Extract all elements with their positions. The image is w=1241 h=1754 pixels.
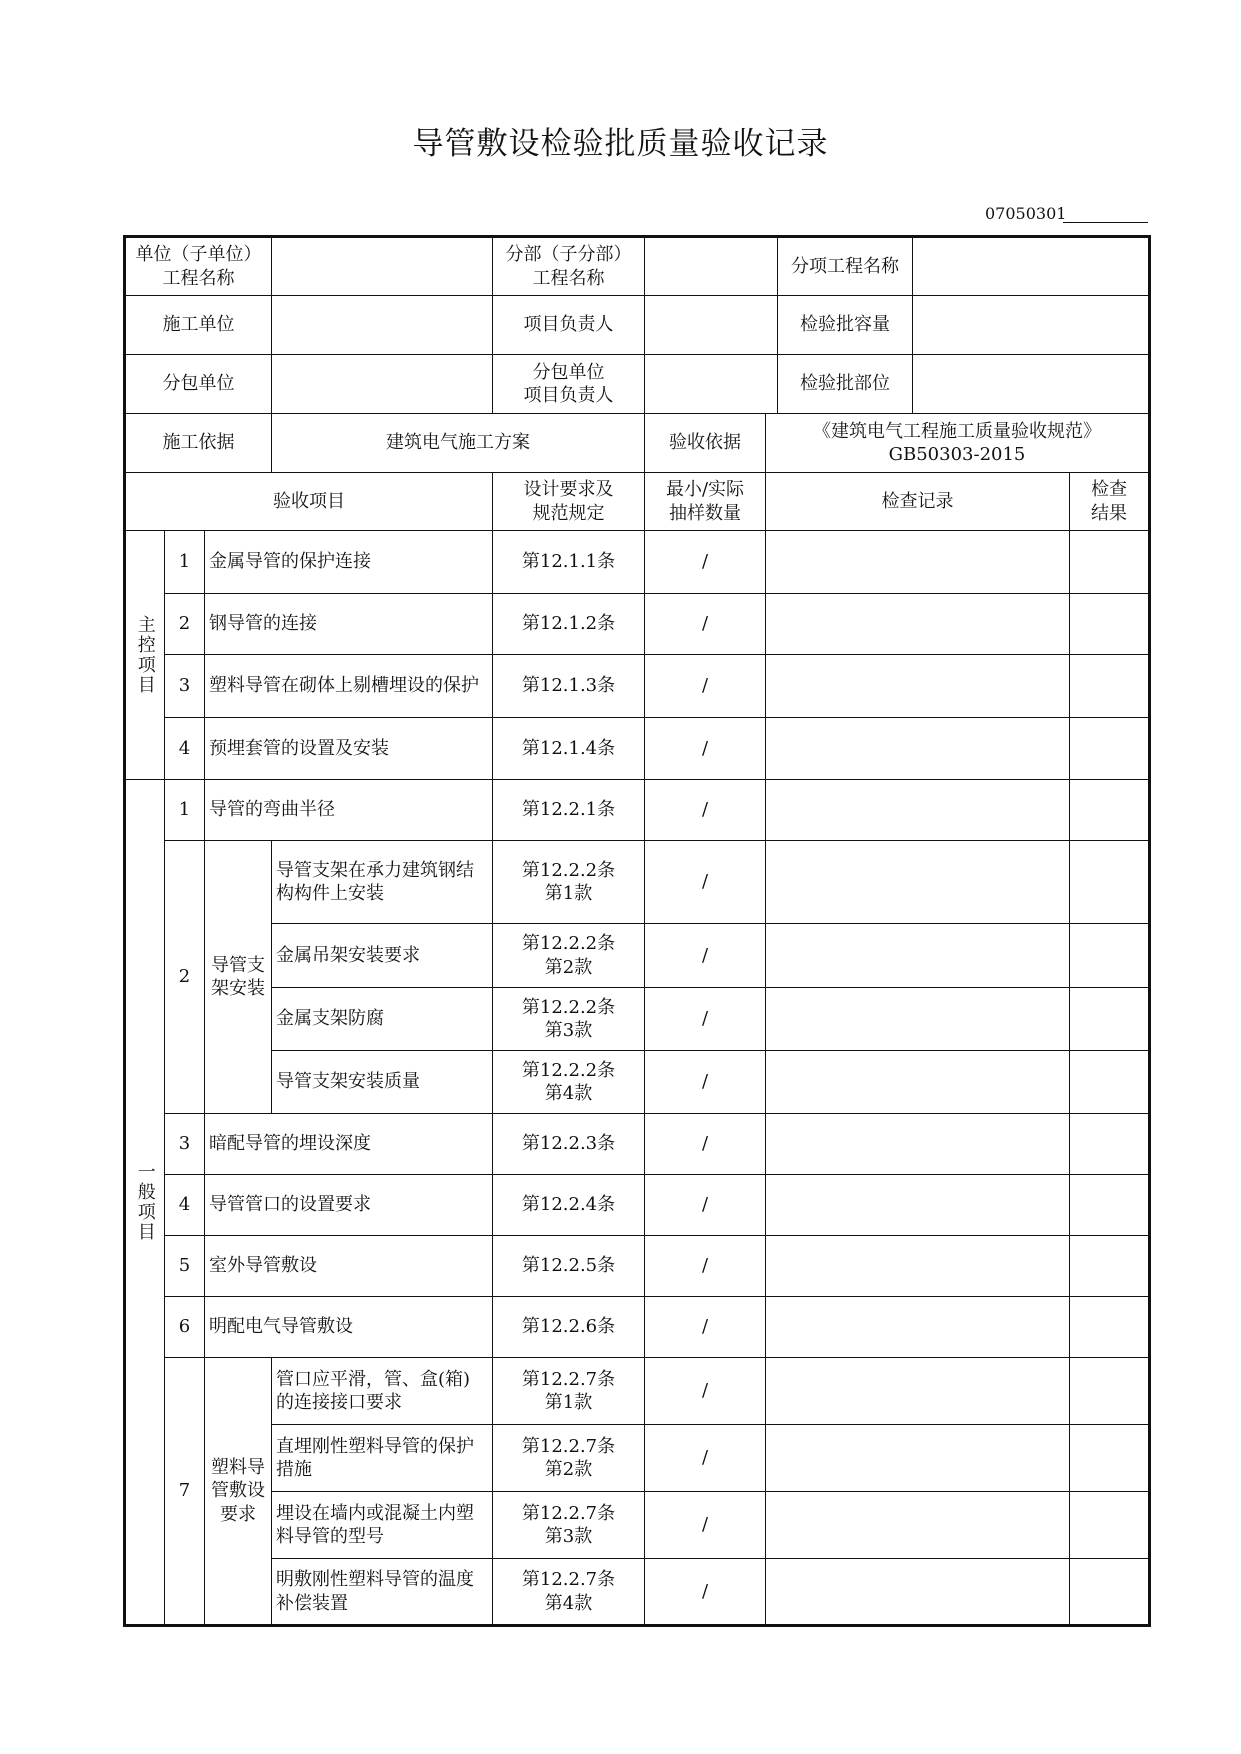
contractor-value[interactable]	[272, 296, 493, 355]
item-record[interactable]	[766, 1236, 1070, 1297]
item-result[interactable]	[1070, 1559, 1150, 1626]
item-clause: 第12.2.7条 第1款	[493, 1358, 645, 1425]
sub-item-name: 明敷刚性塑料导管的温度补偿装置	[272, 1559, 493, 1626]
construction-basis-value[interactable]: 建筑电气施工方案	[272, 414, 645, 473]
sub-item-name: 导管支架在承力建筑钢结构构件上安装	[272, 841, 493, 924]
item-name: 明配电气导管敷设	[205, 1297, 493, 1358]
item-clause: 第12.2.2条 第3款	[493, 988, 645, 1051]
item-sample[interactable]: /	[645, 780, 766, 841]
item-name: 塑料导管在砌体上剔槽埋设的保护	[205, 655, 493, 718]
item-name: 暗配导管的埋设深度	[205, 1114, 493, 1175]
sub-item-name: 导管支架安装质量	[272, 1051, 493, 1114]
table-row	[125, 1297, 1150, 1358]
item-result[interactable]	[1070, 1236, 1150, 1297]
general-group-label: 一般项目	[125, 780, 165, 1626]
item-record[interactable]	[766, 780, 1070, 841]
table-row	[125, 924, 1150, 988]
sub-item-name: 金属支架防腐	[272, 988, 493, 1051]
item-clause: 第12.2.7条 第2款	[493, 1425, 645, 1492]
sub-item-name: 管口应平滑，管、盒(箱)的连接接口要求	[272, 1358, 493, 1425]
item-no: 1	[165, 531, 205, 594]
table-row	[125, 780, 1150, 841]
item-record[interactable]	[766, 924, 1070, 988]
item-result[interactable]	[1070, 841, 1150, 924]
item-record[interactable]	[766, 1425, 1070, 1492]
pm-label: 项目负责人	[493, 296, 645, 355]
item-record[interactable]	[766, 1114, 1070, 1175]
item-record[interactable]	[766, 718, 1070, 780]
item-sample[interactable]: /	[645, 924, 766, 988]
subitem-value[interactable]	[913, 237, 1150, 296]
item-clause: 第12.2.3条	[493, 1114, 645, 1175]
item-record[interactable]	[766, 1358, 1070, 1425]
item-no: 4	[165, 1175, 205, 1236]
item-clause: 第12.2.5条	[493, 1236, 645, 1297]
item-sample[interactable]: /	[645, 1114, 766, 1175]
item-name: 金属导管的保护连接	[205, 531, 493, 594]
main-group-label: 主控项目	[125, 531, 165, 780]
item-result[interactable]	[1070, 1492, 1150, 1559]
unit-name-value[interactable]	[272, 237, 493, 296]
item-clause: 第12.2.2条 第1款	[493, 841, 645, 924]
contractor-label: 施工单位	[125, 296, 272, 355]
item-result[interactable]	[1070, 1175, 1150, 1236]
item-record[interactable]	[766, 594, 1070, 655]
item-clause: 第12.2.2条 第4款	[493, 1051, 645, 1114]
item-clause: 第12.2.4条	[493, 1175, 645, 1236]
item-name: 导管管口的设置要求	[205, 1175, 493, 1236]
item-clause: 第12.2.2条 第2款	[493, 924, 645, 988]
sub-item-name: 直埋刚性塑料导管的保护措施	[272, 1425, 493, 1492]
item-result[interactable]	[1070, 1114, 1150, 1175]
item-no: 2	[165, 841, 205, 1114]
item-record[interactable]	[766, 1297, 1070, 1358]
item-result[interactable]	[1070, 924, 1150, 988]
item-no: 6	[165, 1297, 205, 1358]
item-name: 预埋套管的设置及安装	[205, 718, 493, 780]
table-row	[125, 841, 1150, 924]
item-result[interactable]	[1070, 655, 1150, 718]
batch-capacity-label: 检验批容量	[778, 296, 913, 355]
item-sample[interactable]: /	[645, 1236, 766, 1297]
item-clause: 第12.1.3条	[493, 655, 645, 718]
item-record[interactable]	[766, 841, 1070, 924]
item-name: 室外导管敷设	[205, 1236, 493, 1297]
item-sample[interactable]: /	[645, 988, 766, 1051]
item-no: 4	[165, 718, 205, 780]
item-sample[interactable]: /	[645, 655, 766, 718]
item-record[interactable]	[766, 1559, 1070, 1626]
form-number: 07050301	[985, 204, 1067, 223]
table-row	[125, 1425, 1150, 1492]
acceptance-basis-label: 验收依据	[645, 414, 766, 473]
item-result[interactable]	[1070, 1358, 1150, 1425]
item-result[interactable]	[1070, 594, 1150, 655]
item-no: 3	[165, 1114, 205, 1175]
item-clause: 第12.2.7条 第4款	[493, 1559, 645, 1626]
item-clause: 第12.2.7条 第3款	[493, 1492, 645, 1559]
table-row	[125, 988, 1150, 1051]
table-row	[125, 718, 1150, 780]
item-result[interactable]	[1070, 988, 1150, 1051]
table-row	[125, 1114, 1150, 1175]
table-row	[125, 1236, 1150, 1297]
table-row	[125, 1492, 1150, 1559]
item-no: 7	[165, 1358, 205, 1626]
pm-value[interactable]	[645, 296, 778, 355]
item-sample[interactable]: /	[645, 718, 766, 780]
item-clause: 第12.1.1条	[493, 531, 645, 594]
batch-location-value[interactable]	[913, 355, 1150, 414]
item-record[interactable]	[766, 531, 1070, 594]
item-group-name: 塑料导管敷设要求	[205, 1358, 272, 1626]
item-sample[interactable]: /	[645, 1297, 766, 1358]
batch-location-label: 检验批部位	[778, 355, 913, 414]
item-result[interactable]	[1070, 718, 1150, 780]
table-row	[125, 531, 1150, 594]
subcontractor-label: 分包单位	[125, 355, 272, 414]
table-row	[125, 1559, 1150, 1626]
item-record[interactable]	[766, 1051, 1070, 1114]
item-result[interactable]	[1070, 1051, 1150, 1114]
col-requirement-header: 设计要求及 规范规定	[493, 473, 645, 531]
item-result[interactable]	[1070, 1425, 1150, 1492]
item-no: 3	[165, 655, 205, 718]
item-clause: 第12.1.2条	[493, 594, 645, 655]
form-number-blank-line	[1063, 222, 1148, 223]
item-group-name: 导管支架安装	[205, 841, 272, 1114]
sub-item-name: 埋设在墙内或混凝土内塑料导管的型号	[272, 1492, 493, 1559]
col-item-header: 验收项目	[125, 473, 493, 531]
sub-pm-label: 分包单位 项目负责人	[493, 355, 645, 414]
item-record[interactable]	[766, 1492, 1070, 1559]
division-label: 分部（子分部） 工程名称	[493, 237, 645, 296]
acceptance-basis-value: 《建筑电气工程施工质量验收规范》 GB50303-2015	[766, 414, 1150, 473]
item-clause: 第12.2.6条	[493, 1297, 645, 1358]
item-clause: 第12.1.4条	[493, 718, 645, 780]
item-result[interactable]	[1070, 780, 1150, 841]
table-row	[125, 1175, 1150, 1236]
batch-capacity-value[interactable]	[913, 296, 1150, 355]
subitem-label: 分项工程名称	[778, 237, 913, 296]
item-sample[interactable]: /	[645, 1425, 766, 1492]
item-record[interactable]	[766, 655, 1070, 718]
item-sample[interactable]: /	[645, 1175, 766, 1236]
item-no: 5	[165, 1236, 205, 1297]
item-name: 钢导管的连接	[205, 594, 493, 655]
item-sample[interactable]: /	[645, 1358, 766, 1425]
item-result[interactable]	[1070, 1297, 1150, 1358]
sub-item-name: 金属吊架安装要求	[272, 924, 493, 988]
col-record-header: 检查记录	[766, 473, 1070, 531]
table-row	[125, 1358, 1150, 1425]
item-result[interactable]	[1070, 531, 1150, 594]
item-sample[interactable]: /	[645, 1051, 766, 1114]
item-sample[interactable]: /	[645, 531, 766, 594]
col-result-header: 检查 结果	[1070, 473, 1150, 531]
table-row	[125, 594, 1150, 655]
item-record[interactable]	[766, 988, 1070, 1051]
col-sample-header: 最小/实际 抽样数量	[645, 473, 766, 531]
acceptance-record-table	[123, 235, 1151, 1627]
construction-basis-label: 施工依据	[125, 414, 272, 473]
item-no: 1	[165, 780, 205, 841]
document-title: 导管敷设检验批质量验收记录	[412, 126, 829, 162]
table-row	[125, 655, 1150, 718]
division-value[interactable]	[645, 237, 778, 296]
table-row	[125, 1051, 1150, 1114]
item-clause: 第12.2.1条	[493, 780, 645, 841]
item-sample[interactable]: /	[645, 594, 766, 655]
unit-name-label: 单位（子单位） 工程名称	[125, 237, 272, 296]
item-no: 2	[165, 594, 205, 655]
item-name: 导管的弯曲半径	[205, 780, 493, 841]
item-sample[interactable]: /	[645, 1492, 766, 1559]
subcontractor-value[interactable]	[272, 355, 493, 414]
item-sample[interactable]: /	[645, 1559, 766, 1626]
item-sample[interactable]: /	[645, 841, 766, 924]
item-record[interactable]	[766, 1175, 1070, 1236]
sub-pm-value[interactable]	[645, 355, 778, 414]
